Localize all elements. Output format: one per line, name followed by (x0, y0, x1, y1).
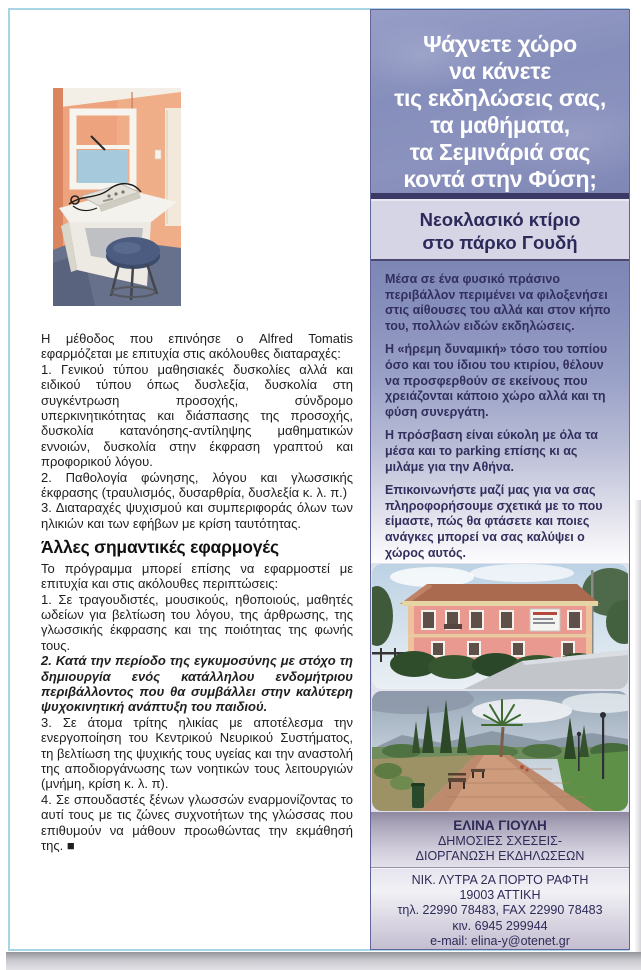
park-photo (371, 690, 629, 812)
promo-headline (371, 10, 629, 193)
application-item-1: 1. Σε τραγουδιστές, μουσικούς, ηθοποιούς, μαθητές ωδείων για βελτίωση του λόγου, της άρθρωσης, της γλωσσικής έκφρασης και της ποιότητας της φωνής τους. (41, 591, 353, 653)
therapy-room-photo-svg (53, 88, 181, 306)
headline-line-6: κοντά στην Φύση; (403, 166, 597, 192)
application-item-4: 4. Σε σπουδαστές ξένων γλωσσών εναρμονίζοντας το αυτί τους με τις ζώνες συχνοτήτων της γλώσσας που επιθυμούν να μάθουν προωθώντας την εκμάθησή της. ■ (41, 791, 353, 853)
balcony (444, 624, 462, 629)
headline-line-3: τις εκδηλώσεις σας, (394, 85, 606, 111)
subtitle-line-2: στο πάρκο Γουδή (422, 232, 578, 253)
promo-paragraph-2: Η «ήρεμη δυναμική» τόσο του τοπίου όσο και του ίδιου του κτιρίου, θέλουν να προσφερθούν σε εκείνους που χρειάζονται κάποιο χώρο αλλά και τη φύση συνεργάτη. (385, 342, 608, 419)
promo-paragraph-1: Μέσα σε ένα φυσικό πράσινο περιβάλλον περιμένει να φιλοξενήσει στις αίθουσες του αλλά και στον κήπο του, πολλών ειδών εκδηλώσεις. (385, 272, 611, 333)
page-right-shadow (634, 500, 641, 952)
promo-paragraph-4: Επικοινωνήστε μαζί μας για να σας πληροφορήσουμε σχετικά με το που είμαστε, πώς θα φτάσετε και ποιες ανάγκες μπορεί να σας καλύψει ο χώρος αυτός. (385, 483, 603, 560)
method-intro-paragraph: Η μέθοδος που επινόησε ο Alfred Tomatis εφαρμόζεται με επιτυχία στις ακόλουθες διαταραχές: (41, 331, 353, 362)
contact-role-line-2: ΔΙΟΡΓΑΝΩΣΗ ΕΚΔΗΛΩΣΕΩΝ (415, 848, 585, 863)
building-photo-svg (372, 564, 628, 689)
contact-address-line: ΝΙΚ. ΛΥΤΡΑ 2Α ΠΟΡΤΟ ΡΑΦΤΗ (411, 873, 589, 887)
contact-divider (371, 868, 629, 869)
disorder-item-3: 3. Διαταραχές ψυχισμού και συμπεριφοράς όλων των ηλικιών και των εφήβων με κρίση ταυτότητας. (41, 500, 353, 531)
contact-panel (371, 812, 629, 949)
therapy-room-photo (53, 88, 181, 306)
disorder-item-1: 1. Γενικού τύπου μαθησιακές δυσκολίες αλλά και ειδικού τύπου όπως δυσλεξία, δυσκολία στη συγκέντρωση προσοχής, σύνδρομο υπερκινητικότητας και διάσπασης της προσοχής, δυσκολία κατανόησης-αντίληψης μαθηματικών εννοιών, δυσκολία στην έκφραση γραπτού και προφορικού λόγου. (41, 361, 353, 470)
contact-phone-line: τηλ. 22990 78483, FAX 22990 78483 (397, 903, 603, 918)
application-item-3: 3. Σε άτομα τρίτης ηλικίας με αποτέλεσμα την ενεργοποίηση του Κεντρικού Νευρικού Συστήματος, τη βελτίωση της ψυχικής τους υγείας και την αναστολή της αποδιοργάνωσης των νοητικών τους λειτουργιών (μνήμη, κρίση κ. λ. π). (41, 714, 353, 792)
headline-line-4: τα μαθήματα, (430, 112, 570, 138)
building-photo (371, 563, 629, 690)
bench (448, 773, 466, 776)
contact-mobile-line: κιν. 6945 299944 (452, 918, 548, 933)
trash-bin (412, 786, 424, 808)
headline-line-5: τα Σεμινάριά σας (409, 139, 591, 165)
applications-heading: Άλλες σημαντικές εφαρμογές (41, 537, 279, 558)
headline-line-1: Ψάχνετε χώρο (423, 31, 577, 57)
applications-intro-paragraph: Το πρόγραμμα μπορεί επίσης να εφαρμοστεί με επιτυχία και στις ακόλουθες περιπτώσεις: (41, 560, 353, 592)
promo-panel (371, 10, 629, 949)
article-text-column (41, 331, 353, 853)
park-photo-svg (372, 691, 628, 811)
contact-role-line-1: ΔΗΜΟΣΙΕΣ ΣΧΕΣΕΙΣ- (437, 834, 563, 848)
headline-line-2: να κάνετε (449, 58, 551, 84)
promo-body-text (371, 261, 629, 563)
subtitle-band (371, 201, 629, 259)
promo-paragraph-3: Η πρόσβαση είναι εύκολη με όλα τα μέσα και το parking επίσης κι ας μιλάμε για την Αθήνα. (385, 428, 598, 474)
palm-tree (501, 727, 503, 757)
page-bottom-shadow (6, 952, 641, 970)
contact-email-line: e-mail: elina-y@otenet.gr (430, 933, 570, 948)
contact-name: ΕΛΙΝΑ ΓΙΟΥΛΗ (453, 818, 547, 833)
application-item-2-pregnancy: 2. Κατά την περίοδο της εγκυμοσύνης με στόχο τη δημιουργία ενός κατάλληλου ενδομήτριου περιβάλλοντος που θα συμβάλλει στην καλύτερη ψυχοκινητική ανάπτυξη του παιδιού. (41, 653, 353, 715)
subtitle-line-1: Νεοκλασικό κτίριο (419, 209, 581, 230)
disorder-item-2: 2. Παθολογία φώνησης, λόγου και γλωσσικής έκφρασης (τραυλισμός, δυσαρθρία, δυσλεξία κ. λ. π.) (41, 469, 353, 501)
lamp-post (602, 717, 604, 779)
contact-address-line: 19003 ΑΤΤΙΚΗ (459, 888, 541, 903)
